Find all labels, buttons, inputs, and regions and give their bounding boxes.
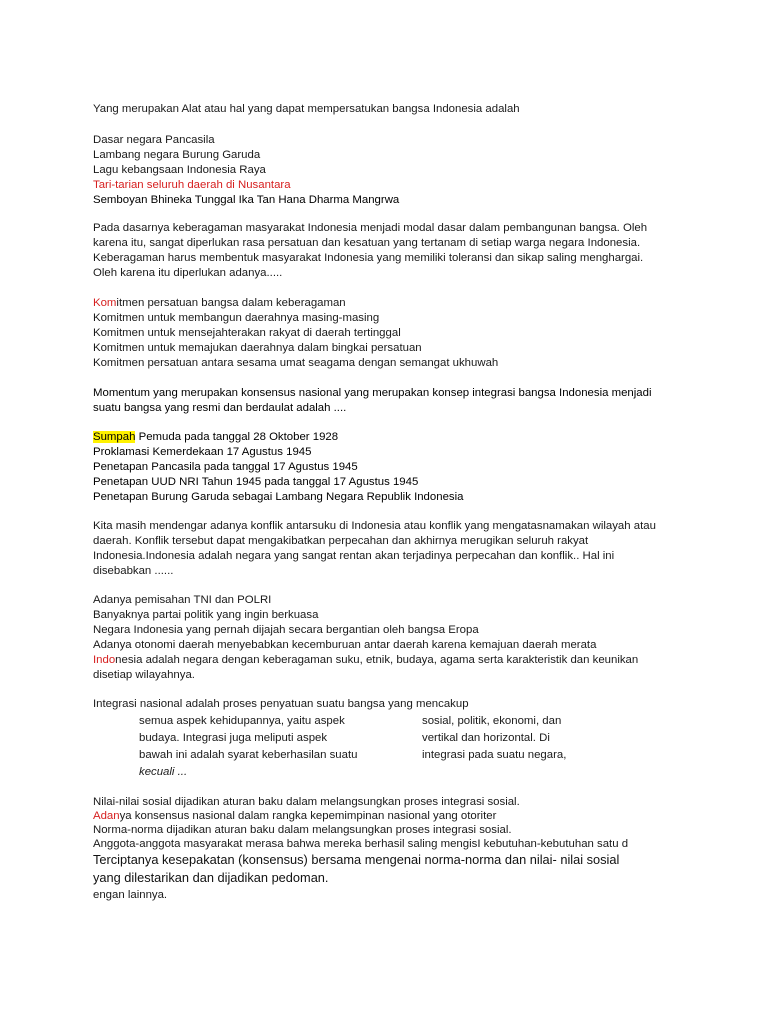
q3-option-b: Proklamasi Kemerdekaan 17 Agustus 1945 (93, 446, 312, 458)
q4-option-b: Banyaknya partai politik yang ingin berkuasa (93, 609, 319, 621)
q4-option-e-red: Indo (93, 654, 116, 666)
q2-line-3: Keberagaman harus membentuk masyarakat Indonesia yang memiliki toleransi dan sikap saling menghargai. (93, 252, 644, 264)
q3-line-2: suatu bangsa yang resmi dan berdaulat adalah .... (93, 402, 347, 414)
q5-option-a: Nilai-nilai sosial dijadikan aturan baku dalam melangsungkan proses integrasi sosial. (93, 796, 520, 808)
q5-option-e-line2: yang dilestarikan dan dijadikan pedoman. (93, 870, 329, 885)
q3-option-c: Penetapan Pancasila pada tanggal 17 Agustus 1945 (93, 461, 358, 473)
q1-option-e: Semboyan Bhineka Tunggal Ika Tan Hana Dharma Mangrwa (93, 194, 400, 206)
q2-line-2: karena itu, sangat diperlukan rasa persatuan dan kesatuan yang tertanam di setiap warga negara Indonesia. (93, 237, 641, 249)
q1-option-d: Tari-tarian seluruh daerah di Nusantara (93, 179, 291, 191)
q3-line-1: Momentum yang merupakan konsensus nasional yang merupakan konsep integrasi bangsa Indonesia menjadi (93, 387, 652, 399)
q2-option-a (93, 296, 346, 310)
q5-option-b (93, 809, 496, 823)
q5-option-b-rest: ya konsensus nasional dalam rangka kepemimpinan nasional yang otoriter (119, 810, 497, 822)
q5-option-e-line1: Terciptanya kesepakatan (konsensus) bersama mengenai norma-norma dan nilai- nilai sosial (93, 852, 620, 867)
q4-option-a: Adanya pemisahan TNI dan POLRI (93, 594, 272, 606)
q2-option-d: Komitmen untuk memajukan daerahnya dalam bingkai persatuan (93, 342, 422, 354)
q4-option-e-line2: disetiap wilayahnya. (93, 669, 195, 681)
q2-line-4: Oleh karena itu diperlukan adanya..... (93, 267, 283, 279)
q3-option-d: Penetapan UUD NRI Tahun 1945 pada tanggal 17 Agustus 1945 (93, 476, 419, 488)
q5-intro: Integrasi nasional adalah proses penyatuan suatu bangsa yang mencakup (93, 698, 469, 710)
q5-option-c: Norma-norma dijadikan aturan baku dalam melangsungkan proses integrasi sosial. (93, 824, 512, 836)
q3-option-e: Penetapan Burung Garuda sebagai Lambang Negara Republik Indonesia (93, 491, 464, 503)
q3-option-a-highlight: Sumpah (93, 431, 136, 443)
q2-option-a-rest: itmen persatuan bangsa dalam keberagaman (116, 297, 346, 309)
q4-line-1: Kita masih mendengar adanya konflik antarsuku di Indonesia atau konflik yang mengatasnamakan wilayah atau (93, 520, 656, 532)
q5-left-line-2: budaya. Integrasi juga meliputi aspek (139, 732, 328, 744)
q1-option-a: Dasar negara Pancasila (93, 134, 215, 146)
q1-option-b: Lambang negara Burung Garuda (93, 149, 261, 161)
q2-option-b: Komitmen untuk membangun daerahnya masing-masing (93, 312, 380, 324)
q5-tail: engan lainnya. (93, 889, 168, 901)
q4-option-e-rest: nesia adalah negara dengan keberagaman suku, etnik, budaya, agama serta karakteristik dan keunikan (115, 654, 639, 666)
q1-question: Yang merupakan Alat atau hal yang dapat mempersatukan bangsa Indonesia adalah (93, 103, 520, 115)
q5-right-line-3: integrasi pada suatu negara, (422, 749, 567, 761)
q5-left-line-3: bawah ini adalah syarat keberhasilan suatu (139, 749, 358, 761)
q3-option-a (93, 430, 338, 444)
q5-option-d: Anggota-anggota masyarakat merasa bahwa mereka berhasil saling mengisI kebutuhan-kebutuhan satu d (93, 838, 629, 850)
q5-right-line-1: sosial, politik, ekonomi, dan (422, 715, 562, 727)
q2-option-a-red: Kom (93, 297, 117, 309)
q5-left-line-1: semua aspek kehidupannya, yaitu aspek (139, 715, 345, 727)
q3-option-a-rest: Pemuda pada tanggal 28 Oktober 1928 (135, 431, 339, 443)
q5-option-b-red: Adan (93, 810, 120, 822)
q4-line-3: Indonesia.Indonesia adalah negara yang sangat rentan akan terjadinya perpecahan dan konflik.. Hal ini (93, 550, 615, 562)
q2-line-1: Pada dasarnya keberagaman masyarakat Indonesia menjadi modal dasar dalam pembangunan bangsa. Oleh (93, 222, 648, 234)
q2-option-c: Komitmen untuk mensejahterakan rakyat di daerah tertinggal (93, 327, 401, 339)
q5-left-line-4: kecuali ... (139, 766, 188, 778)
q4-line-2: daerah. Konflik tersebut dapat mengakibatkan perpecahan dan akhirnya merugikan seluruh rakyat (93, 535, 589, 547)
q2-option-e: Komitmen persatuan antara sesama umat seagama dengan semangat ukhuwah (93, 357, 499, 369)
q1-option-c: Lagu kebangsaan Indonesia Raya (93, 164, 266, 176)
q5-right-line-2: vertikal dan horizontal. Di (422, 732, 550, 744)
q4-line-4: disebabkan ...... (93, 565, 174, 577)
q4-option-e (93, 653, 638, 667)
q4-option-d: Adanya otonomi daerah menyebabkan kecemburuan antar daerah karena kemajuan daerah merata (93, 639, 597, 651)
q4-option-c: Negara Indonesia yang pernah dijajah secara bergantian oleh bangsa Eropa (93, 624, 479, 636)
